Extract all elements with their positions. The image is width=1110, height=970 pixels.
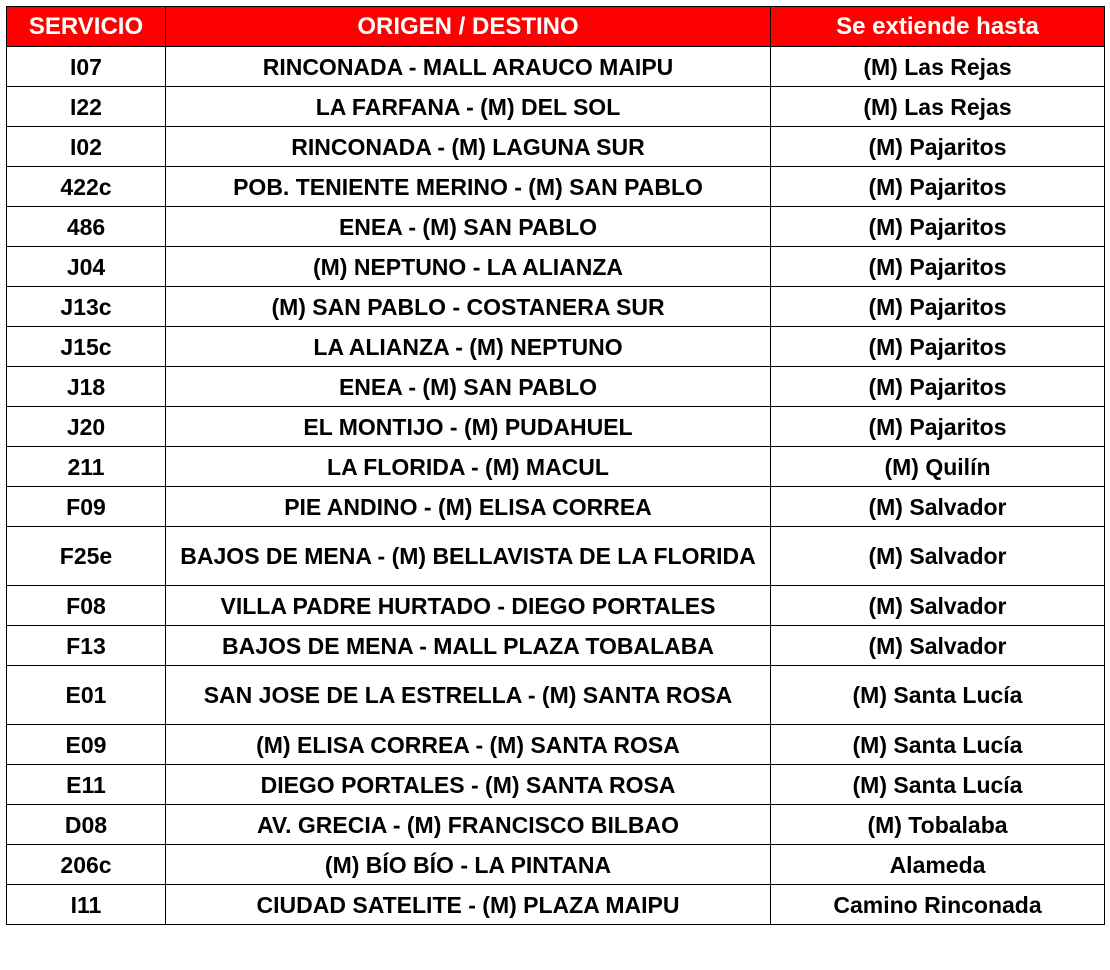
cell-origen-destino: (M) SAN PABLO - COSTANERA SUR (166, 287, 771, 327)
cell-origen-destino: EL MONTIJO - (M) PUDAHUEL (166, 407, 771, 447)
cell-servicio: J13c (7, 287, 166, 327)
cell-extiende: (M) Tobalaba (771, 805, 1105, 845)
cell-extiende: Camino Rinconada (771, 885, 1105, 925)
cell-extiende: (M) Pajaritos (771, 287, 1105, 327)
cell-extiende: (M) Santa Lucía (771, 725, 1105, 765)
cell-origen-destino: VILLA PADRE HURTADO - DIEGO PORTALES (166, 586, 771, 626)
cell-servicio: F09 (7, 487, 166, 527)
table-row (7, 287, 1105, 327)
table-row (7, 407, 1105, 447)
cell-servicio: J18 (7, 367, 166, 407)
cell-servicio: E11 (7, 765, 166, 805)
services-table (6, 6, 1105, 925)
table-row (7, 207, 1105, 247)
cell-origen-destino: BAJOS DE MENA - (M) BELLAVISTA DE LA FLORIDA (166, 527, 771, 586)
table-row (7, 885, 1105, 925)
cell-extiende: (M) Pajaritos (771, 407, 1105, 447)
cell-extiende: (M) Salvador (771, 586, 1105, 626)
cell-origen-destino: SAN JOSE DE LA ESTRELLA - (M) SANTA ROSA (166, 666, 771, 725)
cell-servicio: J20 (7, 407, 166, 447)
table-row (7, 87, 1105, 127)
table-row (7, 127, 1105, 167)
cell-servicio: E01 (7, 666, 166, 725)
table-row (7, 47, 1105, 87)
cell-extiende: (M) Pajaritos (771, 127, 1105, 167)
cell-extiende: (M) Santa Lucía (771, 666, 1105, 725)
table-row (7, 626, 1105, 666)
table-row (7, 487, 1105, 527)
header-origen-destino: ORIGEN / DESTINO (166, 7, 771, 47)
cell-extiende: (M) Salvador (771, 487, 1105, 527)
cell-origen-destino: ENEA - (M) SAN PABLO (166, 367, 771, 407)
cell-servicio: J04 (7, 247, 166, 287)
header-row (7, 7, 1105, 47)
cell-origen-destino: BAJOS DE MENA - MALL PLAZA TOBALABA (166, 626, 771, 666)
cell-servicio: I22 (7, 87, 166, 127)
cell-origen-destino: RINCONADA - MALL ARAUCO MAIPU (166, 47, 771, 87)
table-body (7, 47, 1105, 925)
table-row (7, 527, 1105, 586)
cell-origen-destino: PIE ANDINO - (M) ELISA CORREA (166, 487, 771, 527)
table-row (7, 805, 1105, 845)
cell-extiende: (M) Las Rejas (771, 87, 1105, 127)
cell-extiende: (M) Las Rejas (771, 47, 1105, 87)
cell-servicio: I02 (7, 127, 166, 167)
cell-origen-destino: ENEA - (M) SAN PABLO (166, 207, 771, 247)
cell-servicio: 422c (7, 167, 166, 207)
cell-origen-destino: (M) ELISA CORREA - (M) SANTA ROSA (166, 725, 771, 765)
cell-extiende: (M) Pajaritos (771, 207, 1105, 247)
header-servicio: SERVICIO (7, 7, 166, 47)
cell-origen-destino: LA FARFANA - (M) DEL SOL (166, 87, 771, 127)
cell-origen-destino: DIEGO PORTALES - (M) SANTA ROSA (166, 765, 771, 805)
table-row (7, 367, 1105, 407)
cell-origen-destino: CIUDAD SATELITE - (M) PLAZA MAIPU (166, 885, 771, 925)
cell-extiende: Alameda (771, 845, 1105, 885)
cell-servicio: I11 (7, 885, 166, 925)
cell-extiende: (M) Salvador (771, 527, 1105, 586)
cell-servicio: F25e (7, 527, 166, 586)
cell-servicio: F08 (7, 586, 166, 626)
table-row (7, 247, 1105, 287)
cell-origen-destino: (M) NEPTUNO - LA ALIANZA (166, 247, 771, 287)
header-se-extiende-hasta: Se extiende hasta (771, 7, 1105, 47)
table-row (7, 327, 1105, 367)
table-row (7, 725, 1105, 765)
table-row (7, 845, 1105, 885)
cell-servicio: D08 (7, 805, 166, 845)
cell-servicio: 486 (7, 207, 166, 247)
cell-origen-destino: LA ALIANZA - (M) NEPTUNO (166, 327, 771, 367)
cell-origen-destino: LA FLORIDA - (M) MACUL (166, 447, 771, 487)
cell-extiende: (M) Pajaritos (771, 167, 1105, 207)
cell-servicio: 206c (7, 845, 166, 885)
cell-extiende: (M) Santa Lucía (771, 765, 1105, 805)
cell-extiende: (M) Salvador (771, 626, 1105, 666)
cell-servicio: E09 (7, 725, 166, 765)
table-row (7, 666, 1105, 725)
cell-servicio: J15c (7, 327, 166, 367)
services-table-container (6, 6, 1105, 925)
cell-origen-destino: POB. TENIENTE MERINO - (M) SAN PABLO (166, 167, 771, 207)
table-row (7, 586, 1105, 626)
cell-extiende: (M) Quilín (771, 447, 1105, 487)
table-row (7, 447, 1105, 487)
cell-origen-destino: RINCONADA - (M) LAGUNA SUR (166, 127, 771, 167)
table-row (7, 167, 1105, 207)
cell-origen-destino: AV. GRECIA - (M) FRANCISCO BILBAO (166, 805, 771, 845)
cell-origen-destino: (M) BÍO BÍO - LA PINTANA (166, 845, 771, 885)
cell-extiende: (M) Pajaritos (771, 367, 1105, 407)
cell-extiende: (M) Pajaritos (771, 247, 1105, 287)
cell-servicio: I07 (7, 47, 166, 87)
table-header (7, 7, 1105, 47)
cell-servicio: 211 (7, 447, 166, 487)
cell-extiende: (M) Pajaritos (771, 327, 1105, 367)
cell-servicio: F13 (7, 626, 166, 666)
table-row (7, 765, 1105, 805)
